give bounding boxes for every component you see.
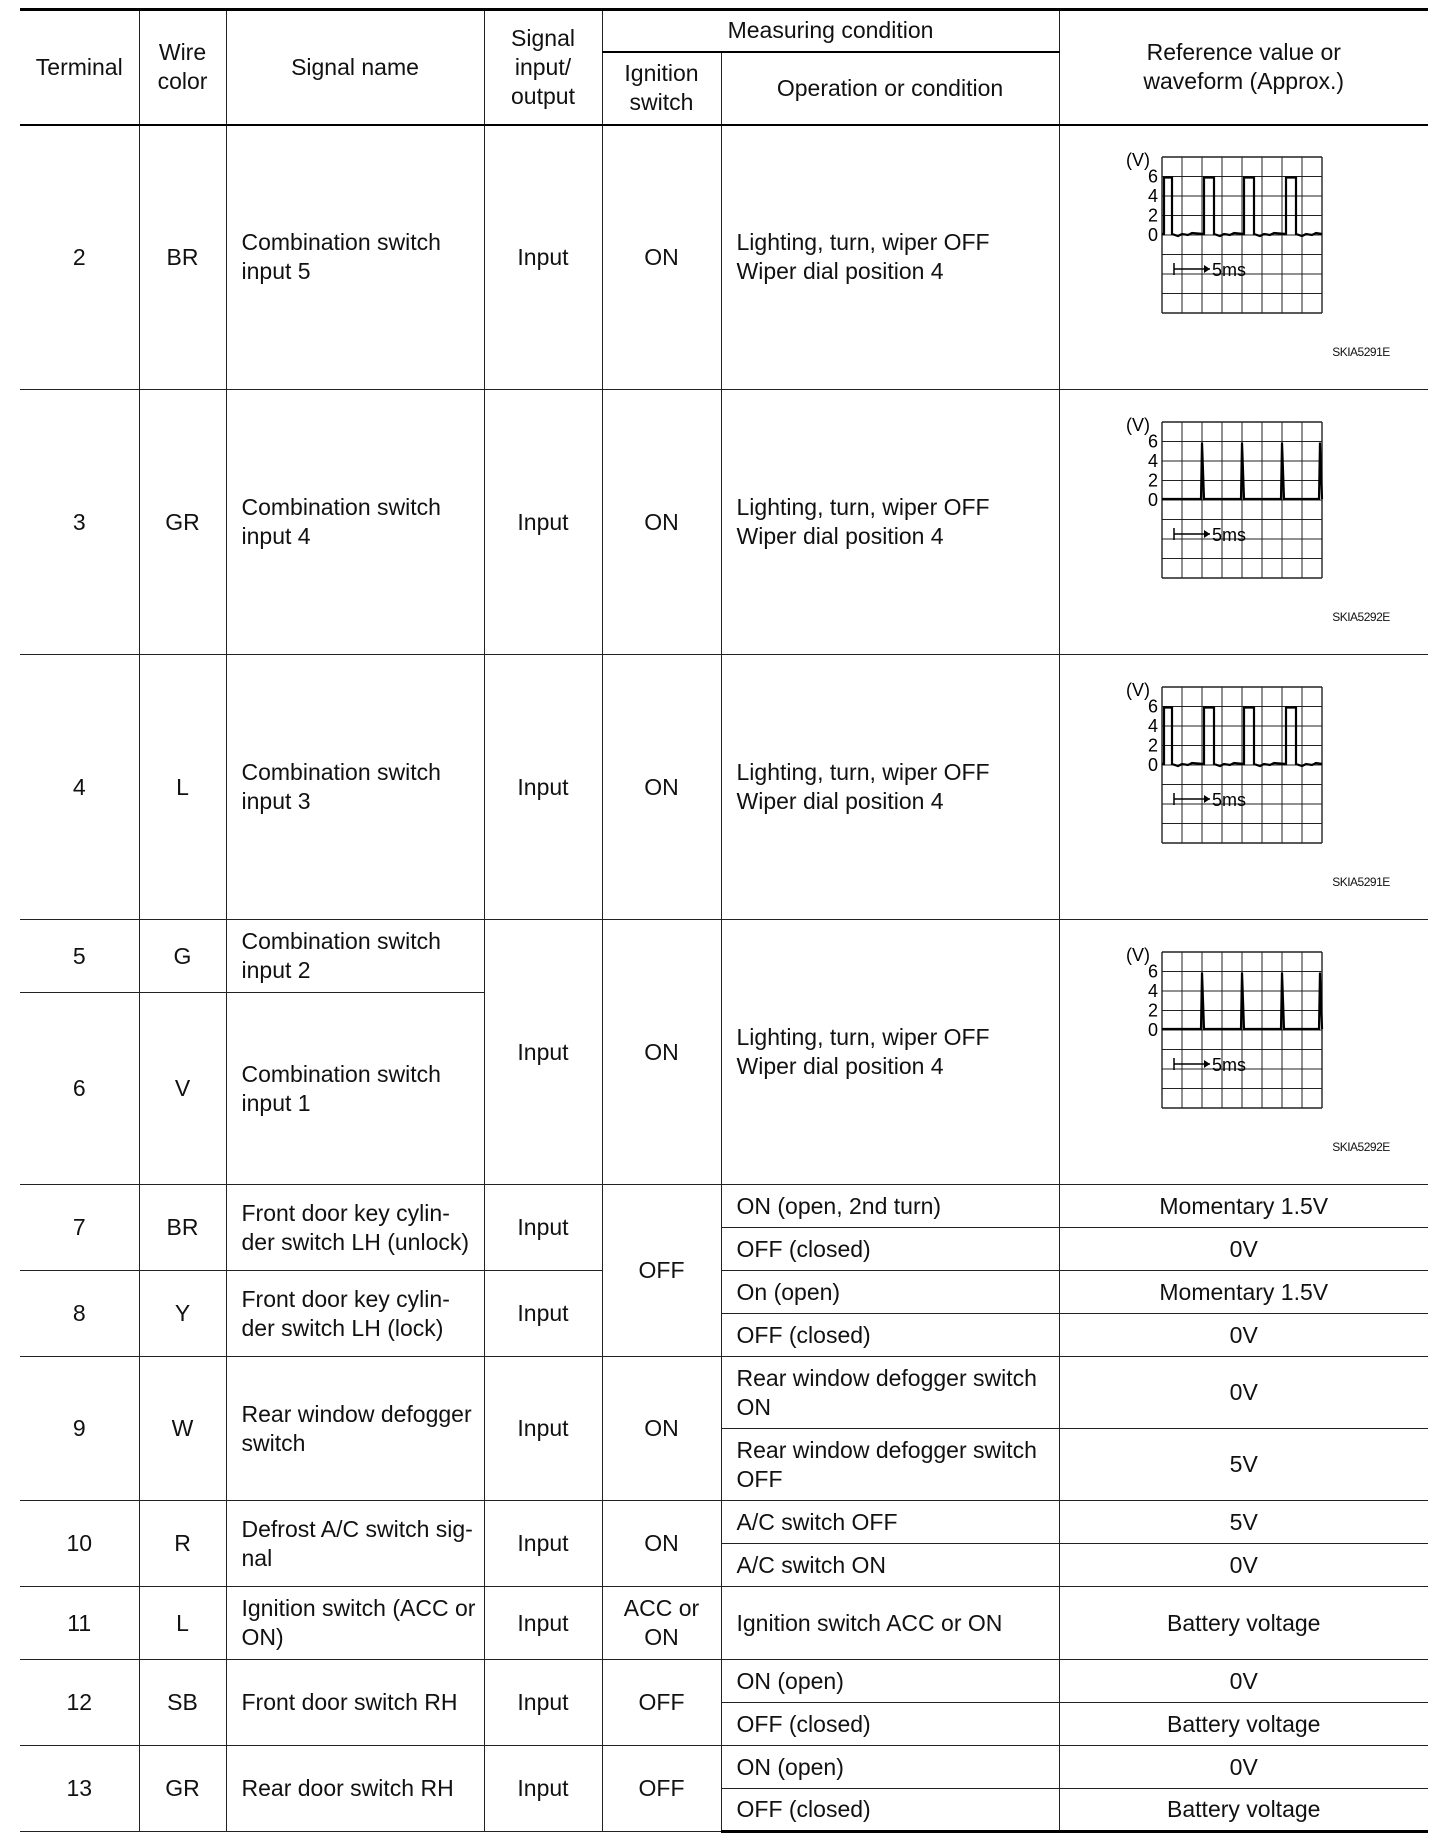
time-scale-label: 5ms [1211, 790, 1246, 810]
wire-color-cell: GR [139, 1746, 226, 1832]
terminal-cell: 9 [20, 1357, 139, 1501]
waveform-cell [1059, 390, 1428, 655]
terminal-cell: 5 [20, 920, 139, 993]
signal-io-cell: Input [484, 1185, 602, 1271]
condition-cell: OFF (closed) [721, 1703, 1059, 1746]
axis-unit-label: (V) [1125, 945, 1150, 965]
signal-name-cell: Combination switch input 5 [226, 125, 484, 390]
y-tick-label: 4 [1147, 716, 1158, 736]
figure-id: SKIA5292E [1332, 1140, 1390, 1154]
time-scale-label: 5ms [1211, 1055, 1246, 1075]
condition-cell: On (open) [721, 1271, 1059, 1314]
signal-name-cell: Front door switch RH [226, 1660, 484, 1746]
axis-unit-label: (V) [1125, 150, 1150, 171]
table-row [20, 1501, 1428, 1544]
signal-io-cell: Input [484, 390, 602, 655]
table-row [20, 125, 1428, 390]
signal-io-cell: Input [484, 1587, 602, 1660]
time-scale-arrowhead [1204, 1060, 1210, 1068]
reference-cell: 0V [1059, 1357, 1428, 1429]
reference-cell: Battery voltage [1059, 1587, 1428, 1660]
table-row [20, 1357, 1428, 1429]
terminal-cell: 6 [20, 993, 139, 1185]
waveform-cell [1059, 125, 1428, 390]
condition-cell: OFF (closed) [721, 1228, 1059, 1271]
waveform-trace [1162, 443, 1322, 500]
signal-io-cell: Input [484, 1501, 602, 1587]
waveform-chart [1094, 677, 1394, 877]
wire-color-cell: L [139, 1587, 226, 1660]
time-scale-label: 5ms [1211, 260, 1246, 281]
signal-name-cell: Defrost A/C switch sig- nal [226, 1501, 484, 1587]
ignition-cell: ON [602, 920, 721, 1185]
header-measuring-condition: Measuring condition [602, 10, 1059, 52]
reference-cell: Battery voltage [1059, 1703, 1428, 1746]
ignition-cell: ON [602, 1357, 721, 1501]
wire-color-cell: L [139, 655, 226, 920]
time-scale-arrowhead [1204, 795, 1210, 803]
terminal-cell: 13 [20, 1746, 139, 1832]
wire-color-cell: BR [139, 1185, 226, 1271]
y-tick-label: 2 [1147, 1000, 1158, 1021]
waveform-figure [1094, 147, 1394, 367]
operation-cell: Lighting, turn, wiper OFF Wiper dial position 4 [721, 125, 1059, 390]
y-tick-label: 0 [1147, 755, 1158, 775]
reference-cell: 0V [1059, 1544, 1428, 1587]
signal-name-cell: Combination switch input 4 [226, 390, 484, 655]
condition-cell: Rear window defogger switch OFF [721, 1429, 1059, 1501]
y-tick-label: 2 [1147, 470, 1158, 491]
reference-cell: 0V [1059, 1228, 1428, 1271]
header-reference-value: Reference value or waveform (Approx.) [1059, 10, 1428, 125]
signal-name-cell: Combination switch input 3 [226, 655, 484, 920]
signal-io-cell: Input [484, 1271, 602, 1357]
axis-unit-label: (V) [1125, 415, 1150, 435]
waveform-chart [1094, 942, 1394, 1142]
header-operation-condition: Operation or condition [721, 52, 1059, 125]
condition-cell: OFF (closed) [721, 1314, 1059, 1357]
reference-cell: 0V [1059, 1746, 1428, 1789]
signal-io-cell: Input [484, 1357, 602, 1501]
condition-cell: A/C switch ON [721, 1544, 1059, 1587]
figure-id: SKIA5291E [1332, 875, 1390, 889]
waveform-cell [1059, 655, 1428, 920]
operation-cell: Lighting, turn, wiper OFF Wiper dial position 4 [721, 655, 1059, 920]
reference-cell: 5V [1059, 1429, 1428, 1501]
time-scale-arrowhead [1204, 265, 1210, 273]
wire-color-cell: GR [139, 390, 226, 655]
wire-color-cell: BR [139, 125, 226, 390]
ignition-cell: ON [602, 390, 721, 655]
table-row [20, 1185, 1428, 1228]
signal-name-cell: Rear window defogger switch [226, 1357, 484, 1501]
y-tick-label: 0 [1147, 1020, 1158, 1040]
terminal-cell: 7 [20, 1185, 139, 1271]
figure-id: SKIA5292E [1332, 610, 1390, 624]
signal-name-cell: Front door key cylin- der switch LH (unlock) [226, 1185, 484, 1271]
signal-io-cell: Input [484, 1746, 602, 1832]
wire-color-cell: SB [139, 1660, 226, 1746]
reference-cell: Battery voltage [1059, 1789, 1428, 1832]
terminal-cell: 2 [20, 125, 139, 390]
y-tick-label: 2 [1147, 735, 1158, 756]
terminal-reference-table [20, 8, 1428, 1833]
reference-cell: 0V [1059, 1314, 1428, 1357]
condition-cell: ON (open) [721, 1746, 1059, 1789]
y-tick-label: 6 [1147, 696, 1158, 717]
y-tick-label: 0 [1147, 490, 1158, 510]
header-wire-color: Wire color [139, 10, 226, 125]
y-tick-label: 2 [1147, 205, 1158, 226]
waveform-chart [1094, 412, 1394, 612]
time-scale-label: 5ms [1211, 525, 1246, 545]
signal-name-cell: Combination switch input 1 [226, 993, 484, 1185]
reference-cell: 0V [1059, 1660, 1428, 1703]
y-tick-label: 4 [1147, 186, 1158, 207]
reference-cell: Momentary 1.5V [1059, 1185, 1428, 1228]
signal-io-cell: Input [484, 920, 602, 1185]
signal-name-cell: Ignition switch (ACC or ON) [226, 1587, 484, 1660]
table-row [20, 920, 1428, 993]
reference-cell: 5V [1059, 1501, 1428, 1544]
header-signal-io: Signal input/ output [484, 10, 602, 125]
time-scale-arrowhead [1204, 530, 1210, 538]
terminal-cell: 11 [20, 1587, 139, 1660]
y-tick-label: 4 [1147, 981, 1158, 1001]
y-tick-label: 0 [1147, 225, 1158, 246]
terminal-cell: 8 [20, 1271, 139, 1357]
header-signal-name: Signal name [226, 10, 484, 125]
table-row [20, 1746, 1428, 1789]
signal-name-cell: Front door key cylin- der switch LH (lock) [226, 1271, 484, 1357]
figure-id: SKIA5291E [1332, 345, 1390, 360]
ignition-cell: OFF [602, 1185, 721, 1357]
wire-color-cell: V [139, 993, 226, 1185]
wire-color-cell: W [139, 1357, 226, 1501]
terminal-cell: 12 [20, 1660, 139, 1746]
ignition-cell: ACC or ON [602, 1587, 721, 1660]
table-row [20, 390, 1428, 655]
condition-cell: ON (open, 2nd turn) [721, 1185, 1059, 1228]
y-tick-label: 6 [1147, 961, 1158, 982]
signal-name-cell: Rear door switch RH [226, 1746, 484, 1832]
condition-cell: ON (open) [721, 1660, 1059, 1703]
y-tick-label: 6 [1147, 166, 1158, 187]
y-tick-label: 4 [1147, 451, 1158, 471]
condition-cell: OFF (closed) [721, 1789, 1059, 1832]
y-tick-label: 6 [1147, 431, 1158, 452]
operation-cell: Lighting, turn, wiper OFF Wiper dial position 4 [721, 390, 1059, 655]
wire-color-cell: Y [139, 1271, 226, 1357]
ignition-cell: ON [602, 655, 721, 920]
waveform-chart [1094, 147, 1394, 347]
operation-cell: Lighting, turn, wiper OFF Wiper dial position 4 [721, 920, 1059, 1185]
terminal-cell: 4 [20, 655, 139, 920]
condition-cell: Rear window defogger switch ON [721, 1357, 1059, 1429]
table-row [20, 1271, 1428, 1314]
signal-io-cell: Input [484, 655, 602, 920]
waveform-figure [1094, 942, 1394, 1162]
terminal-cell: 3 [20, 390, 139, 655]
signal-io-cell: Input [484, 125, 602, 390]
ignition-cell: ON [602, 1501, 721, 1587]
signal-name-cell: Combination switch input 2 [226, 920, 484, 993]
table-row [20, 655, 1428, 920]
table-row [20, 1660, 1428, 1703]
wire-color-cell: G [139, 920, 226, 993]
condition-cell: A/C switch OFF [721, 1501, 1059, 1544]
axis-unit-label: (V) [1125, 680, 1150, 700]
condition-cell: Ignition switch ACC or ON [721, 1587, 1059, 1660]
waveform-cell [1059, 920, 1428, 1185]
ignition-cell: OFF [602, 1660, 721, 1746]
signal-io-cell: Input [484, 1660, 602, 1746]
waveform-figure [1094, 677, 1394, 897]
ignition-cell: ON [602, 125, 721, 390]
waveform-trace [1162, 973, 1322, 1030]
header-ignition-switch: Ignition switch [602, 52, 721, 125]
terminal-cell: 10 [20, 1501, 139, 1587]
header-terminal: Terminal [20, 10, 139, 125]
wire-color-cell: R [139, 1501, 226, 1587]
waveform-figure [1094, 412, 1394, 632]
ignition-cell: OFF [602, 1746, 721, 1832]
reference-cell: Momentary 1.5V [1059, 1271, 1428, 1314]
table-row [20, 1587, 1428, 1660]
